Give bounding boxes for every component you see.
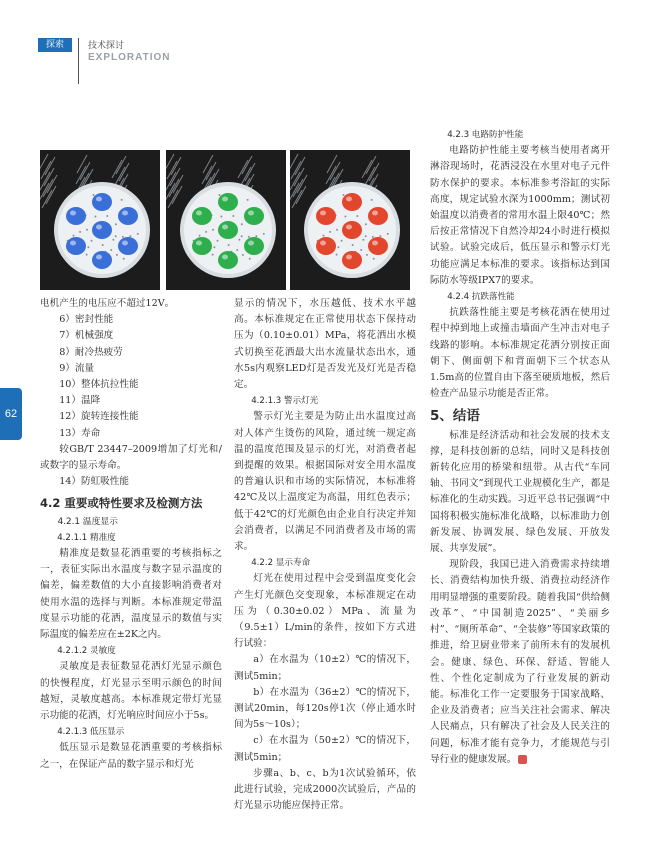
section-tag: 探索 (38, 38, 72, 52)
paragraph: 标准是经济活动和社会发展的技术支撑，是科技创新的总结，同时又是科技创新转化应用的桥梁和纽带。从古代“车同轴、书同文”到现代工业规模化生产，都是标准化的生动实践。习近平总书记强调“中国将积极实施标准化战略，以标准助力创新发展、协调发展、绿色发展、开放发展、共享发展”。 (430, 429, 610, 555)
paragraph: 灵敏度是表征数显花洒灯光显示颜色的快慢程度，灯光显示至明示颜色的时间越短，灵敏度越高。本标准规定带灯光显示功能的花洒，灯光响应时间应小于5s。 (40, 661, 222, 722)
paragraph: 较GB/T 23447–2009增加了灯光和/或数字的显示寿命。 (40, 443, 222, 472)
section-heading: 4.2.1.1 精准度 (57, 532, 116, 543)
paragraph: 低压显示是数显花洒重要的考核指标之一，在保证产品的数字显示和灯光 (40, 742, 222, 770)
header-divider (78, 38, 79, 84)
paragraph: 显示的情况下，水压越低、技术水平越高。本标准规定在正常使用状态下保持动压为（0.10±0.01）MPa，将花洒出水模式切换至花洒最大出水流量状态出水，通水5s内观察LED灯是否发光及灯光是否稳定。 (234, 298, 416, 391)
list-item: 8）耐冷热疲劳 (59, 346, 123, 358)
list-item: 11）温降 (59, 395, 101, 407)
list-item: 6）密封性能 (59, 314, 114, 326)
list-item: 14）防虹吸性能 (59, 476, 129, 488)
section-heading: 4.2.3 电路防护性能 (447, 130, 524, 140)
section-heading: 4.2.2 显示寿命 (251, 558, 311, 569)
paragraph: 精准度是数显花洒重要的考核指标之一，表征实际出水温度与数字显示温度的偏差，偏差数值的大小直接影响消费者对使用水温的选择与判断。本标准规定带温度显示功能的花洒，温度显示的数值与实际温度的偏差应在±2K之内。 (40, 548, 222, 641)
paragraph: 电机产生的电压应不超过12V。 (40, 298, 175, 309)
list-item: 12）旋转连接性能 (59, 411, 139, 423)
text-column-1 (40, 296, 222, 773)
list-item: 10）整体抗拉性能 (59, 379, 139, 391)
paragraph: b）在水温为（36±2）℃的情况下，测试20min，每120s停1次（停止通水时间为5s～10s）； (234, 686, 416, 731)
section-heading: 4.2 重要或特性要求及检测方法 (40, 496, 203, 511)
section-heading: 4.2.1 温度显示 (57, 516, 118, 527)
paragraph: 警示灯光主要是为防止出水温度过高对人体产生烫伤的风险，通过统一规定高温的温度范围及显示的灯光，对消费者起到提醒的效果。根据国际对安全用水温度的普遍认识和市场的实际情况，本标准将42℃及以上温度定为高温，用红色表示；低于42℃的灯光颜色由企业自行决定并知会消费者，以满足不同消费者及市场的需求。 (234, 411, 416, 553)
paragraph: 现阶段，我国已进入消费需求持续增长、消费结构加快升级、消费拉动经济作用明显增强的重要阶段。随着我国“供给侧改革”、“中国制造2025”、“美丽乡村”、“厕所革命”、“全装修”等国家政策的推进，给卫厨业带来了前所未有的发展机会。健康、绿色、环保、舒适、智能人性、个性化定制成为了行业发展的新动能。标准化工作一定要服务于国家战略、企业及消费者；应当关注社会需求、解决人民痛点，只有解决了社会及人民关注的问题，标准才能有竞争力，才能规范与引导行业的健康发展。 (430, 559, 610, 765)
page-number-tab (0, 388, 22, 440)
end-mark-icon (518, 755, 527, 764)
list-item: 7）机械强度 (59, 330, 114, 342)
list-item: 9）流量 (59, 362, 95, 374)
section-subtitle: EXPLORATION (88, 52, 171, 63)
section-heading: 4.2.4 抗跌落性能 (447, 292, 515, 303)
shower-photo-green (166, 150, 286, 290)
section-heading: 4.2.1.2 灵敏度 (57, 646, 116, 657)
paragraph: 抗跌落性能主要是考核花洒在使用过程中掉到地上或撞击墙面产生冲击对电子线路的影响。本标准规定花洒分别按正面朝下、侧面朝下和背面朝下三个状态从1.5m高的位置自由下落至硬质地板，然后检查产品显示功能是否正常。 (430, 307, 610, 400)
list-item: 13）寿命 (59, 427, 101, 439)
text-column-2 (234, 296, 416, 815)
section-heading: 4.2.1.3 低压显示 (57, 727, 125, 738)
section-heading: 4.2.1.3 警示灯光 (251, 396, 319, 407)
shower-head-illustration (290, 150, 410, 290)
paragraph: 电路防护性能主要考核当使用者离开淋浴现场时，花洒浸没在水里对电子元件防水保护的要求。本标准参考浴缸的实际高度，规定试验水深为1000mm；测试初始温度以消费者的常用水温上限40℃；然后按正常情况下自然冷却24小时进行模拟试验。试验完成后，低压显示和警示灯光功能应满足本标准的要求。该指标达到国际防水等级IPX7的要求。 (430, 145, 610, 286)
paragraph: 灯光在使用过程中会受到温度变化会产生灯光颜色交变现象，本标准规定在动压为（0.30±0.02）MPa、流量为（9.5±1）L/min的条件，按如下方式进行试验： (234, 573, 416, 650)
section-title: 技术探讨 (88, 41, 125, 51)
shower-head-illustration (40, 150, 160, 290)
paragraph: 步骤a、b、c、b为1次试验循环，依此进行试验，完成2000次试验后，产品的灯光显示功能应保持正常。 (234, 767, 416, 812)
paragraph: a）在水温为（10±2）℃的情况下，测试5min； (234, 654, 416, 682)
shower-head-illustration (166, 150, 286, 290)
shower-photo-blue (40, 150, 160, 290)
text-column-3 (430, 127, 610, 768)
section-heading: 5、结语 (430, 408, 480, 425)
shower-photo-red (290, 150, 410, 290)
page-number: 62 (4, 408, 18, 420)
paragraph: c）在水温为（50±2）℃的情况下，测试5min； (234, 735, 416, 763)
